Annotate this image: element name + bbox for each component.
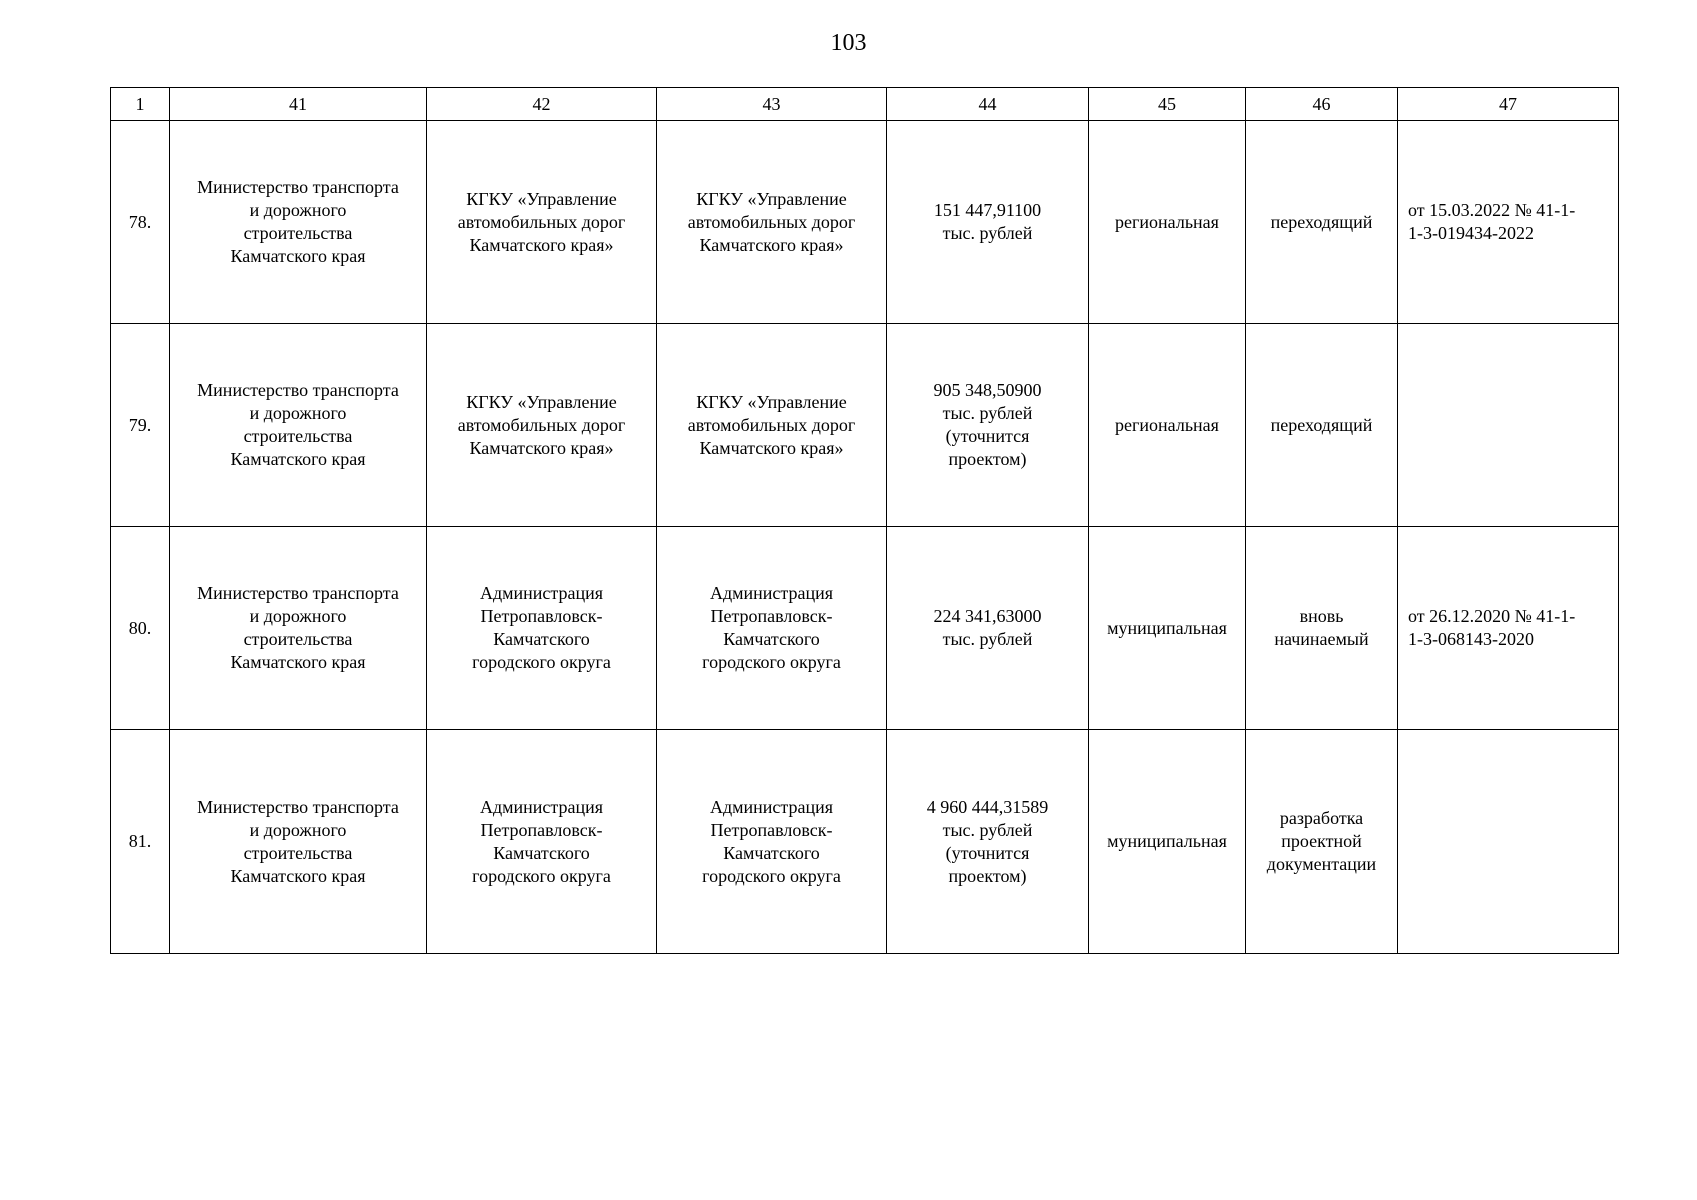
cell-line: тыс. рублей (942, 819, 1033, 840)
developer-cell (427, 324, 657, 527)
status-cell (1246, 121, 1398, 324)
cell-line: Петропавловск- (710, 819, 833, 840)
cell-line: Министерство транспорта (197, 796, 399, 817)
cell-line: Администрация (479, 796, 604, 817)
cell-line: (уточнится (945, 842, 1030, 863)
table-row (111, 121, 1619, 324)
cell-line: тыс. рублей (942, 403, 1033, 423)
cell-line: автомобильных дорог (457, 211, 626, 232)
cell-line: Камчатского (493, 629, 590, 649)
row-number: 80. (111, 527, 170, 730)
cell-line: начинаемый (1274, 629, 1369, 649)
cost-cell (887, 527, 1089, 730)
cell-line: КГКУ «Управление (466, 188, 617, 209)
cell-line: Камчатского края» (699, 437, 844, 458)
customer-cell (170, 730, 427, 954)
table-row (111, 730, 1619, 954)
ownership-cell: региональная (1089, 324, 1246, 527)
cell-line: автомобильных дорог (687, 414, 856, 435)
column-header: 43 (657, 88, 887, 121)
ownership-cell: муниципальная (1089, 527, 1246, 730)
cell-line: переходящий (1270, 211, 1373, 232)
ownership-cell: региональная (1089, 121, 1246, 324)
cell-line: и дорожного (249, 200, 347, 220)
status-cell (1246, 730, 1398, 954)
cell-line: городского округа (472, 652, 611, 672)
column-header: 42 (427, 88, 657, 121)
cell-line: 4 960 444,31589 (926, 796, 1049, 817)
contractor-cell (657, 324, 887, 527)
column-header: 45 (1089, 88, 1246, 121)
cost-cell (887, 324, 1089, 527)
ownership-cell: муниципальная (1089, 730, 1246, 954)
cell-line: переходящий (1270, 414, 1373, 435)
customer-cell (170, 527, 427, 730)
cell-line: (уточнится (945, 426, 1030, 446)
cell-line: Петропавловск- (710, 606, 833, 626)
table-row (111, 324, 1619, 527)
cell-line: Министерство транспорта (197, 177, 399, 197)
column-header-row (111, 88, 1619, 121)
cell-line: строительства (243, 629, 353, 649)
developer-cell (427, 730, 657, 954)
column-header: 44 (887, 88, 1089, 121)
cost-cell (887, 730, 1089, 954)
cell-line: от 26.12.2020 № 41-1- (1408, 606, 1576, 626)
contractor-cell (657, 121, 887, 324)
cell-line: Камчатского края (230, 246, 366, 266)
row-number: 81. (111, 730, 170, 954)
column-header: 41 (170, 88, 427, 121)
cost-cell (887, 121, 1089, 324)
cell-line: Камчатского края» (469, 437, 614, 458)
expertise-cell (1398, 730, 1619, 954)
cell-line: Администрация (479, 583, 604, 603)
cell-line: Камчатского края (230, 449, 366, 469)
cell-line: тыс. рублей (942, 629, 1033, 649)
cell-line: городского округа (702, 865, 841, 886)
cell-line: разработка (1279, 808, 1364, 828)
cell-line: КГКУ «Управление (696, 391, 847, 412)
cell-line: строительства (243, 223, 353, 243)
cell-line: 224 341,63000 (933, 606, 1042, 626)
cell-line: КГКУ «Управление (696, 188, 847, 209)
table-row (111, 527, 1619, 730)
cell-line: Администрация (709, 583, 834, 603)
cell-line: Камчатского края (230, 865, 366, 886)
data-table (110, 87, 1619, 954)
customer-cell (170, 324, 427, 527)
cell-line: вновь (1299, 606, 1344, 626)
cell-line: Камчатского края» (469, 234, 614, 255)
cell-line: Камчатского края» (699, 234, 844, 255)
cell-line: Министерство транспорта (197, 583, 399, 603)
column-header: 46 (1246, 88, 1398, 121)
cell-line: и дорожного (249, 819, 347, 840)
developer-cell (427, 527, 657, 730)
cell-line: Петропавловск- (480, 819, 603, 840)
expertise-cell (1398, 527, 1619, 730)
column-header: 1 (111, 88, 170, 121)
cell-line: автомобильных дорог (457, 414, 626, 435)
cell-line: от 15.03.2022 № 41-1- (1408, 200, 1576, 220)
contractor-cell (657, 527, 887, 730)
cell-line: Петропавловск- (480, 606, 603, 626)
status-cell (1246, 527, 1398, 730)
cell-line: 1-3-019434-2022 (1408, 223, 1534, 243)
status-cell (1246, 324, 1398, 527)
cell-line: городского округа (472, 865, 611, 886)
column-header: 47 (1398, 88, 1619, 121)
row-number: 78. (111, 121, 170, 324)
cell-line: проектом) (948, 865, 1027, 886)
contractor-cell (657, 730, 887, 954)
cell-line: Министерство транспорта (197, 380, 399, 400)
cell-line: Камчатского (723, 842, 820, 863)
cell-line: 151 447,91100 (933, 200, 1042, 220)
cell-line: 905 348,50900 (933, 380, 1042, 400)
cell-line: автомобильных дорог (687, 211, 856, 232)
cell-line: проектной (1281, 831, 1362, 851)
developer-cell (427, 121, 657, 324)
expertise-cell (1398, 121, 1619, 324)
cell-line: Камчатского (493, 842, 590, 863)
cell-line: Камчатского края (230, 652, 366, 672)
row-number: 79. (111, 324, 170, 527)
cell-line: городского округа (702, 652, 841, 672)
cell-line: 1-3-068143-2020 (1408, 629, 1534, 649)
cell-line: Администрация (709, 796, 834, 817)
cell-line: строительства (243, 426, 353, 446)
cell-line: тыс. рублей (942, 223, 1033, 243)
page-number: 103 (830, 30, 867, 56)
cell-line: документации (1266, 854, 1377, 874)
cell-line: строительства (243, 842, 353, 863)
cell-line: и дорожного (249, 606, 347, 626)
customer-cell (170, 121, 427, 324)
cell-line: КГКУ «Управление (466, 391, 617, 412)
cell-line: Камчатского (723, 629, 820, 649)
expertise-cell (1398, 324, 1619, 527)
cell-line: проектом) (948, 449, 1027, 469)
cell-line: и дорожного (249, 403, 347, 423)
